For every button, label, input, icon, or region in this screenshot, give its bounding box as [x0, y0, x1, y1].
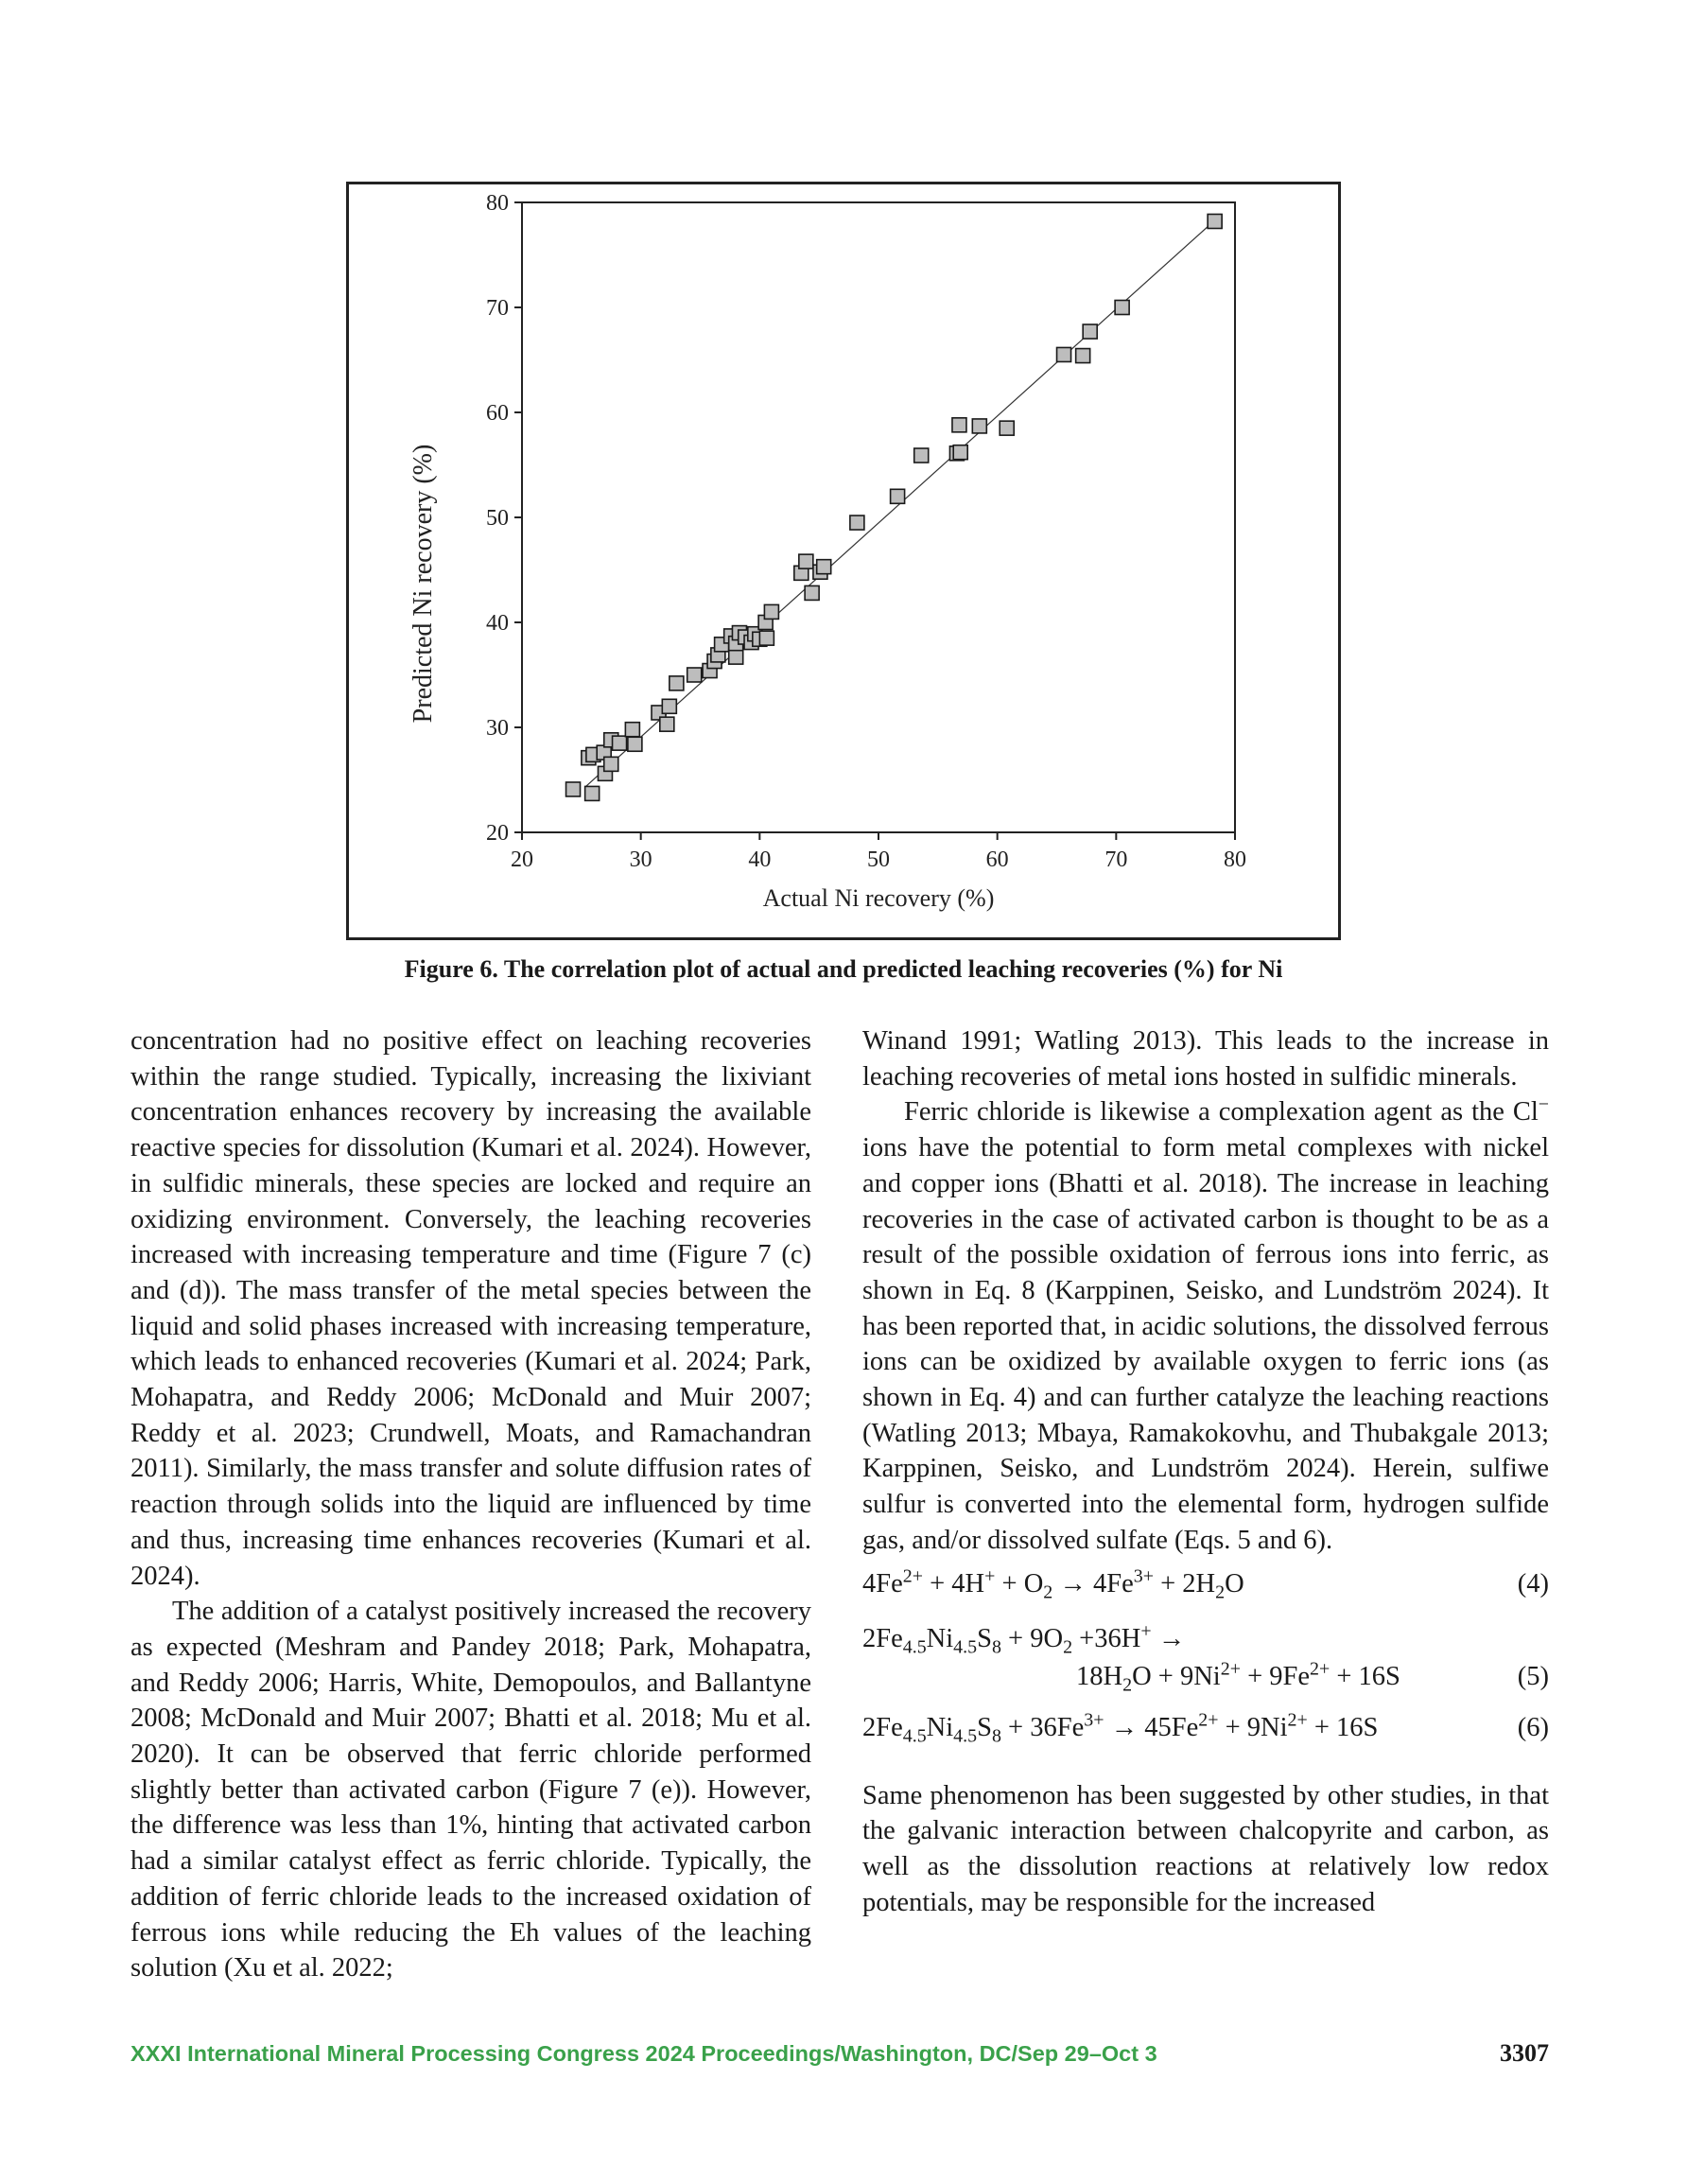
data-point — [1000, 421, 1014, 435]
equation-text: $18H_2O + 9Ni^{2+} + 9Fe^{2+} + 16S$ — [1076, 1658, 1400, 1696]
x-tick-label: 50 — [867, 847, 890, 872]
x-axis-label: Actual Ni recovery (%) — [762, 884, 995, 912]
paragraph — [862, 1094, 1549, 1558]
y-tick-label: 70 — [486, 296, 509, 321]
equation-6 — [862, 1710, 1549, 1765]
equation-text: $2Fe_{4.5}Ni_{4.5}S_8 + 36Fe^{3+} \to 45Fe^{2+} + 9Ni^{2+} + 16S$ — [862, 1709, 1379, 1747]
equation-block — [862, 1566, 1549, 1765]
data-point — [660, 717, 674, 731]
data-point — [662, 699, 676, 713]
data-point — [805, 585, 819, 600]
data-point — [1115, 301, 1129, 315]
y-tick-label: 60 — [486, 401, 509, 426]
paragraph: The addition of a catalyst positively increased the recovery as expected (Meshram and Pandey 2018; Park, Mohapatra, and Reddy 2006; Harris, White, Demopoulos, and Ballantyne 2008; McDonald and Muir 2007; Bhatti et al. 2018; Mu et al. 2020). It can be observed that ferric chloride performed slightly better than activated carbon (Figure 7 (e)). However, the difference was less than 1%, hinting that activated carbon had a similar catalyst effect as ferric chloride. Typically, the addition of ferric chloride leads to the increased oxidation of ferrous ions while reducing the Eh values of the leaching solution (Xu et al. 2022; — [130, 1597, 811, 1983]
data-point — [670, 676, 684, 690]
data-point — [759, 631, 774, 645]
scatter-chart — [346, 182, 1341, 940]
x-tick-label: 30 — [629, 847, 652, 872]
data-point — [914, 448, 929, 463]
x-tick-label: 40 — [748, 847, 772, 872]
data-point — [953, 446, 967, 460]
right-text-column — [862, 1023, 1549, 1920]
data-point — [817, 560, 831, 574]
data-point — [799, 554, 813, 568]
data-point — [850, 515, 864, 530]
data-point — [1057, 347, 1071, 361]
equation-4 — [862, 1566, 1549, 1614]
data-point — [729, 650, 743, 664]
data-point — [764, 604, 778, 619]
x-tick-label: 20 — [511, 847, 533, 872]
data-point — [891, 489, 905, 503]
data-point — [613, 736, 627, 750]
page-number: 3307 — [1500, 2039, 1549, 2067]
data-point — [1208, 214, 1222, 228]
equation-number: (6) — [1517, 1712, 1549, 1742]
data-point — [625, 723, 639, 737]
data-point — [604, 757, 618, 771]
data-point — [1083, 324, 1097, 339]
x-tick-label: 60 — [985, 847, 1009, 872]
equation-number: (5) — [1517, 1661, 1549, 1691]
data-point — [687, 668, 702, 682]
data-point — [628, 737, 642, 751]
equation-text: $4Fe^{2+} + 4H^+ + O_2 \to 4Fe^{3+} + 2H_2O$ — [862, 1565, 1244, 1603]
equation-5-line-2 — [862, 1659, 1549, 1703]
equation-number: (4) — [1517, 1568, 1549, 1599]
data-point — [566, 782, 581, 796]
x-tick-label: 80 — [1224, 847, 1246, 872]
data-point — [972, 419, 986, 433]
y-axis-label: Predicted Ni recovery (%) — [409, 444, 438, 724]
data-point — [585, 786, 600, 800]
paragraph: Same phenomenon has been suggested by other studies, in that the galvanic interaction between chalcopyrite and carbon, as well as the dissolution reactions at relatively low redox potentials, may be responsible for the increased — [862, 1780, 1549, 1917]
y-tick-label: 20 — [486, 821, 509, 846]
left-text-column — [130, 1023, 811, 1986]
x-tick-label: 70 — [1104, 847, 1128, 872]
paragraph-text: Ferric chloride is likewise a complexation agent as the Cl — [904, 1097, 1539, 1127]
equation-text: $2Fe_{4.5}Ni_{4.5}S_8 + 9O_2 +36H^+$ → — [862, 1620, 1186, 1658]
equation-5-line-1 — [862, 1621, 1549, 1659]
y-tick-label: 30 — [486, 716, 509, 741]
paragraph: concentration had no positive effect on leaching recoveries within the range studied. Typically, increasing the lixiviant concentration enhances recovery by increasing the available reactive species for dissolution (Kumari et al. 2024). However, in sulfidic minerals, these species are locked and require an oxidizing environment. Conversely, the leaching recoveries increased with increasing temperature and time (Figure 7 (c) and (d)). The mass transfer of the metal species between the liquid and solid phases increased with increasing temperature, which leads to enhanced recoveries (Kumari et al. 2024; Park, Mohapatra, and Reddy 2006; McDonald and Muir 2007; Reddy et al. 2023; Crundwell, Moats, and Ramachandran 2011). Similarly, the mass transfer and solute diffusion rates of reaction through solids into the liquid are influenced by time and thus, increasing time enhances recoveries (Kumari et al. 2024). — [130, 1026, 811, 1591]
chloride-charge: − — [1538, 1093, 1549, 1115]
data-point — [952, 418, 966, 432]
figure-caption: Figure 6. The correlation plot of actual and predicted leaching recoveries (%) for Ni — [404, 955, 1283, 983]
data-point — [1076, 349, 1090, 363]
y-tick-label: 80 — [486, 191, 509, 216]
paragraph-text: ions have the potential to form metal complexes with nickel and copper ions (Bhatti et al. 2018). The increase in leaching recoveries in the case of activated carbon is thought to be as a result of the possible oxidation of ferrous ions into ferric, as shown in Eq. 8 (Karppinen, Seisko, and Lundström 2024). It has been reported that, in acidic solutions, the dissolved ferrous ions can be oxidized by available oxygen to ferric ions (as shown in Eq. 4) and can further catalyze the leaching reactions (Watling 2013; Mbaya, Ramakokovhu, and Thubakgale 2013; Karppinen, Seisko, and Lundström 2024). Herein, sulfiwe sulfur is converted into the elemental form, hydrogen sulfide gas, and/or dissolved sulfate (Eqs. 5 and 6). — [862, 1133, 1549, 1555]
y-tick-label: 50 — [486, 506, 509, 531]
paragraph: Winand 1991; Watling 2013). This leads to the increase in leaching recoveries of metal ions hosted in sulfidic minerals. — [862, 1026, 1549, 1092]
footer-conference: XXXI International Mineral Processing Congress 2024 Proceedings/Washington, DC/Sep 29–Oct 3 — [130, 2041, 1157, 2066]
y-tick-label: 40 — [486, 611, 509, 636]
